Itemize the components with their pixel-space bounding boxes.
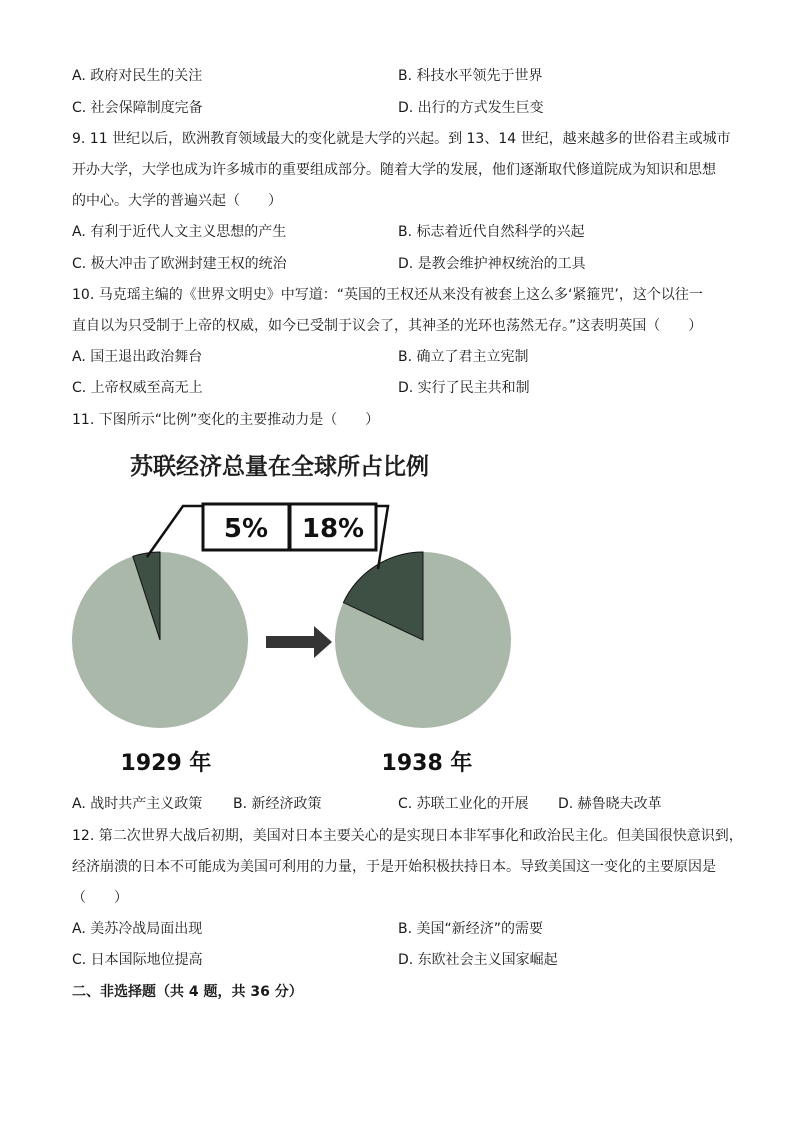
- q9-option-c: C. 极大冲击了欧洲封建王权的统治: [72, 256, 287, 272]
- chart-title: 苏联经济总量在全球所占比例: [130, 454, 429, 480]
- q11-stem: 11. 下图所示“比例”变化的主要推动力是（ ）: [72, 412, 380, 428]
- q9-stem-line-1: 9. 11 世纪以后，欧洲教育领域最大的变化就是大学的兴起。到 13、14 世纪，越来越多的世俗君主或城市: [72, 131, 731, 147]
- q8-option-a: A. 政府对民生的关注: [72, 68, 203, 84]
- arrow-shaft: [266, 636, 314, 648]
- q11-option-a: A. 战时共产主义政策: [72, 796, 203, 812]
- q10-option-b: B. 确立了君主立宪制: [398, 349, 529, 365]
- pie-2-year-label: 1938 年: [381, 751, 473, 776]
- pie-chart-svg: [70, 440, 530, 790]
- q10-option-d: D. 实行了民主共和制: [398, 380, 530, 396]
- q9-option-a: A. 有利于近代人文主义思想的产生: [72, 224, 287, 240]
- q12-stem-line-2: 经济崩溃的日本不可能成为美国可利用的力量，于是开始积极扶持日本。导致美国这一变化的主要原因是: [72, 859, 716, 875]
- q12-option-a: A. 美苏冷战局面出现: [72, 921, 203, 937]
- q10-option-a: A. 国王退出政治舞台: [72, 349, 203, 365]
- q8-option-d: D. 出行的方式发生巨变: [398, 100, 544, 116]
- section-2-heading: 二、非选择题（共 4 题，共 36 分）: [72, 984, 303, 1000]
- pie-2-value-label: 18%: [301, 514, 365, 544]
- q12-stem-line-1: 12. 第二次世界大战后初期，美国对日本主要关心的是实现日本非军事化和政治民主化。但美国很快意识到，: [72, 828, 743, 844]
- q12-option-d: D. 东欧社会主义国家崛起: [398, 952, 558, 968]
- q12-option-c: C. 日本国际地位提高: [72, 952, 203, 968]
- q12-option-b: B. 美国“新经济”的需要: [398, 921, 544, 937]
- q10-stem-line-2: 直自以为只受制于上帝的权威，如今已受制于议会了，其神圣的光环也荡然无存。”这表明英国（ ）: [72, 318, 703, 334]
- q11-option-d: D. 赫鲁晓夫改革: [558, 796, 662, 812]
- pie-1-leader-line: [147, 506, 203, 557]
- arrow-right-icon: [314, 626, 332, 658]
- q11-option-c: C. 苏联工业化的开展: [398, 796, 529, 812]
- q10-stem-line-1: 10. 马克瑶主编的《世界文明史》中写道：“英国的王权还从来没有被套上这么多‘紧箍咒’，这个以往一: [72, 287, 703, 303]
- q9-stem-line-2: 开办大学，大学也成为许多城市的重要组成部分。随着大学的发展，他们逐渐取代修道院成为知识和思想: [72, 162, 716, 178]
- q11-option-b: B. 新经济政策: [233, 796, 322, 812]
- q9-stem-line-3: 的中心。大学的普遍兴起（ ）: [72, 193, 282, 209]
- q10-option-c: C. 上帝权威至高无上: [72, 380, 203, 396]
- pie-chart-figure: [70, 440, 530, 790]
- pie-1-value-label: 5%: [223, 514, 269, 544]
- q8-option-c: C. 社会保障制度完备: [72, 100, 203, 116]
- q9-option-d: D. 是教会维护神权统治的工具: [398, 256, 586, 272]
- q9-option-b: B. 标志着近代自然科学的兴起: [398, 224, 585, 240]
- q8-option-b: B. 科技水平领先于世界: [398, 68, 543, 84]
- pie-1-year-label: 1929 年: [120, 751, 212, 776]
- q12-stem-line-3: （ ）: [72, 890, 128, 906]
